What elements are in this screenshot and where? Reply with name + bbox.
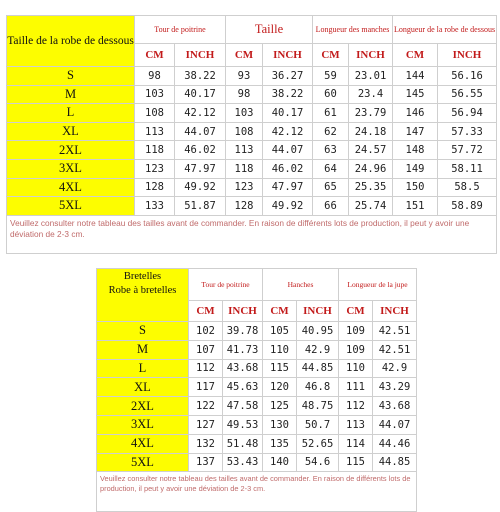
measurement-cell: 64 [313,159,349,178]
table-row [97,453,417,472]
measurement-cell: 122 [189,397,223,416]
unit-inch: INCH [223,301,263,322]
measurement-cell: 105 [263,322,297,341]
measurement-cell: 40.17 [175,85,226,104]
measurement-cell: 127 [189,415,223,434]
table-row [97,378,417,397]
measurement-cell: 63 [313,141,349,160]
size-label: L [97,359,189,378]
measurement-cell: 151 [393,197,438,216]
table-row [97,340,417,359]
measurement-cell: 42.12 [175,104,226,123]
measurement-cell: 109 [339,340,373,359]
col-header-sleeve: Longueur des manches [313,16,393,44]
measurement-cell: 112 [339,397,373,416]
measurement-cell: 42.9 [373,359,417,378]
measurement-cell: 47.58 [223,397,263,416]
measurement-cell: 53.43 [223,453,263,472]
measurement-cell: 144 [393,67,438,86]
measurement-cell: 110 [339,359,373,378]
table-row [7,67,497,86]
size-label: XL [7,122,135,141]
measurement-cell: 58.5 [438,178,497,197]
size-label: 3XL [7,159,135,178]
measurement-cell: 44.85 [297,359,339,378]
measurement-cell: 54.6 [297,453,339,472]
measurement-cell: 38.22 [175,67,226,86]
size-header-line1: Bretelles [97,269,189,285]
measurement-cell: 23.01 [349,67,393,86]
table-row [7,85,497,104]
measurement-cell: 23.79 [349,104,393,123]
measurement-cell: 25.35 [349,178,393,197]
measurement-cell: 98 [226,85,263,104]
measurement-cell: 120 [263,378,297,397]
measurement-cell: 146 [393,104,438,123]
size-note: Veuillez consulter notre tableau des tailles avant de commander. En raison de différents lots de production, il peut y avoir une déviation de 2-3 cm. [97,472,417,512]
size-label: 4XL [97,434,189,453]
table-row [97,415,417,434]
measurement-cell: 66 [313,197,349,216]
size-label: 2XL [97,397,189,416]
size-label: S [7,67,135,86]
unit-inch: INCH [263,44,313,67]
unit-inch: INCH [438,44,497,67]
col-header-chest: Tour de poitrine [189,269,263,301]
unit-cm: CM [393,44,438,67]
measurement-cell: 59 [313,67,349,86]
measurement-cell: 46.8 [297,378,339,397]
measurement-cell: 24.57 [349,141,393,160]
col-header-chest: Tour de poitrine [135,16,226,44]
measurement-cell: 93 [226,67,263,86]
size-column-header: Taille de la robe de dessous [7,16,135,67]
size-chart-underdress [6,15,497,254]
col-header-hips: Hanches [263,269,339,301]
measurement-cell: 23.4 [349,85,393,104]
table-row [97,397,417,416]
measurement-cell: 149 [393,159,438,178]
measurement-cell: 132 [189,434,223,453]
measurement-cell: 118 [135,141,175,160]
measurement-cell: 113 [135,122,175,141]
measurement-cell: 42.9 [297,340,339,359]
measurement-cell: 56.55 [438,85,497,104]
unit-cm: CM [339,301,373,322]
measurement-cell: 130 [263,415,297,434]
table-row [7,197,497,216]
measurement-cell: 48.75 [297,397,339,416]
measurement-cell: 42.51 [373,340,417,359]
measurement-cell: 40.17 [263,104,313,123]
measurement-cell: 110 [263,340,297,359]
measurement-cell: 137 [189,453,223,472]
table-row [7,141,497,160]
table-row [7,178,497,197]
measurement-cell: 51.87 [175,197,226,216]
measurement-cell: 44.46 [373,434,417,453]
measurement-cell: 47.97 [263,178,313,197]
size-label: 3XL [97,415,189,434]
unit-inch: INCH [349,44,393,67]
size-chart-strap-dress [96,268,417,512]
measurement-cell: 148 [393,141,438,160]
col-header-dress-length: Longueur de la robe de dessous [393,16,497,44]
measurement-cell: 133 [135,197,175,216]
measurement-cell: 114 [339,434,373,453]
size-label: M [97,340,189,359]
size-label: L [7,104,135,123]
table-row [7,159,497,178]
table-row [97,322,417,341]
measurement-cell: 44.85 [373,453,417,472]
measurement-cell: 147 [393,122,438,141]
col-header-waist: Taille [226,16,313,44]
size-note: Veuillez consulter notre tableau des tailles avant de commander. En raison de différents lots de production, il peut y avoir une déviation de 2-3 cm. [7,215,497,253]
measurement-cell: 25.74 [349,197,393,216]
measurement-cell: 123 [135,159,175,178]
measurement-cell: 108 [135,104,175,123]
measurement-cell: 49.53 [223,415,263,434]
measurement-cell: 49.92 [175,178,226,197]
measurement-cell: 56.16 [438,67,497,86]
unit-cm: CM [313,44,349,67]
measurement-cell: 128 [135,178,175,197]
size-label: 5XL [97,453,189,472]
measurement-cell: 43.29 [373,378,417,397]
measurement-cell: 42.51 [373,322,417,341]
measurement-cell: 57.72 [438,141,497,160]
measurement-cell: 47.97 [175,159,226,178]
measurement-cell: 128 [226,197,263,216]
measurement-cell: 56.94 [438,104,497,123]
measurement-cell: 44.07 [175,122,226,141]
measurement-cell: 117 [189,378,223,397]
measurement-cell: 46.02 [175,141,226,160]
measurement-cell: 60 [313,85,349,104]
measurement-cell: 109 [339,322,373,341]
measurement-cell: 113 [226,141,263,160]
unit-inch: INCH [373,301,417,322]
measurement-cell: 41.73 [223,340,263,359]
size-label: XL [97,378,189,397]
measurement-cell: 103 [135,85,175,104]
measurement-cell: 43.68 [223,359,263,378]
measurement-cell: 98 [135,67,175,86]
measurement-cell: 135 [263,434,297,453]
unit-cm: CM [226,44,263,67]
measurement-cell: 61 [313,104,349,123]
measurement-cell: 103 [226,104,263,123]
measurement-cell: 115 [263,359,297,378]
measurement-cell: 112 [189,359,223,378]
size-label: 4XL [7,178,135,197]
measurement-cell: 118 [226,159,263,178]
measurement-cell: 40.95 [297,322,339,341]
measurement-cell: 44.07 [373,415,417,434]
measurement-cell: 45.63 [223,378,263,397]
size-label: S [97,322,189,341]
table-row [97,434,417,453]
measurement-cell: 140 [263,453,297,472]
measurement-cell: 113 [339,415,373,434]
size-label: 5XL [7,197,135,216]
unit-cm: CM [189,301,223,322]
measurement-cell: 43.68 [373,397,417,416]
table-row [7,104,497,123]
measurement-cell: 57.33 [438,122,497,141]
measurement-cell: 102 [189,322,223,341]
measurement-cell: 49.92 [263,197,313,216]
measurement-cell: 65 [313,178,349,197]
measurement-cell: 125 [263,397,297,416]
measurement-cell: 145 [393,85,438,104]
measurement-cell: 150 [393,178,438,197]
measurement-cell: 52.65 [297,434,339,453]
measurement-cell: 62 [313,122,349,141]
measurement-cell: 58.11 [438,159,497,178]
measurement-cell: 111 [339,378,373,397]
size-label: M [7,85,135,104]
col-header-skirt-length: Longueur de la jupe [339,269,417,301]
measurement-cell: 24.96 [349,159,393,178]
measurement-cell: 44.07 [263,141,313,160]
table-row [97,359,417,378]
size-header-line2: Robe à bretelles [97,285,189,322]
unit-cm: CM [135,44,175,67]
unit-cm: CM [263,301,297,322]
table-row [7,122,497,141]
unit-inch: INCH [175,44,226,67]
measurement-cell: 123 [226,178,263,197]
measurement-cell: 108 [226,122,263,141]
size-label: 2XL [7,141,135,160]
measurement-cell: 50.7 [297,415,339,434]
measurement-cell: 36.27 [263,67,313,86]
measurement-cell: 38.22 [263,85,313,104]
measurement-cell: 51.48 [223,434,263,453]
measurement-cell: 39.78 [223,322,263,341]
measurement-cell: 46.02 [263,159,313,178]
measurement-cell: 24.18 [349,122,393,141]
measurement-cell: 58.89 [438,197,497,216]
measurement-cell: 107 [189,340,223,359]
measurement-cell: 42.12 [263,122,313,141]
measurement-cell: 115 [339,453,373,472]
unit-inch: INCH [297,301,339,322]
